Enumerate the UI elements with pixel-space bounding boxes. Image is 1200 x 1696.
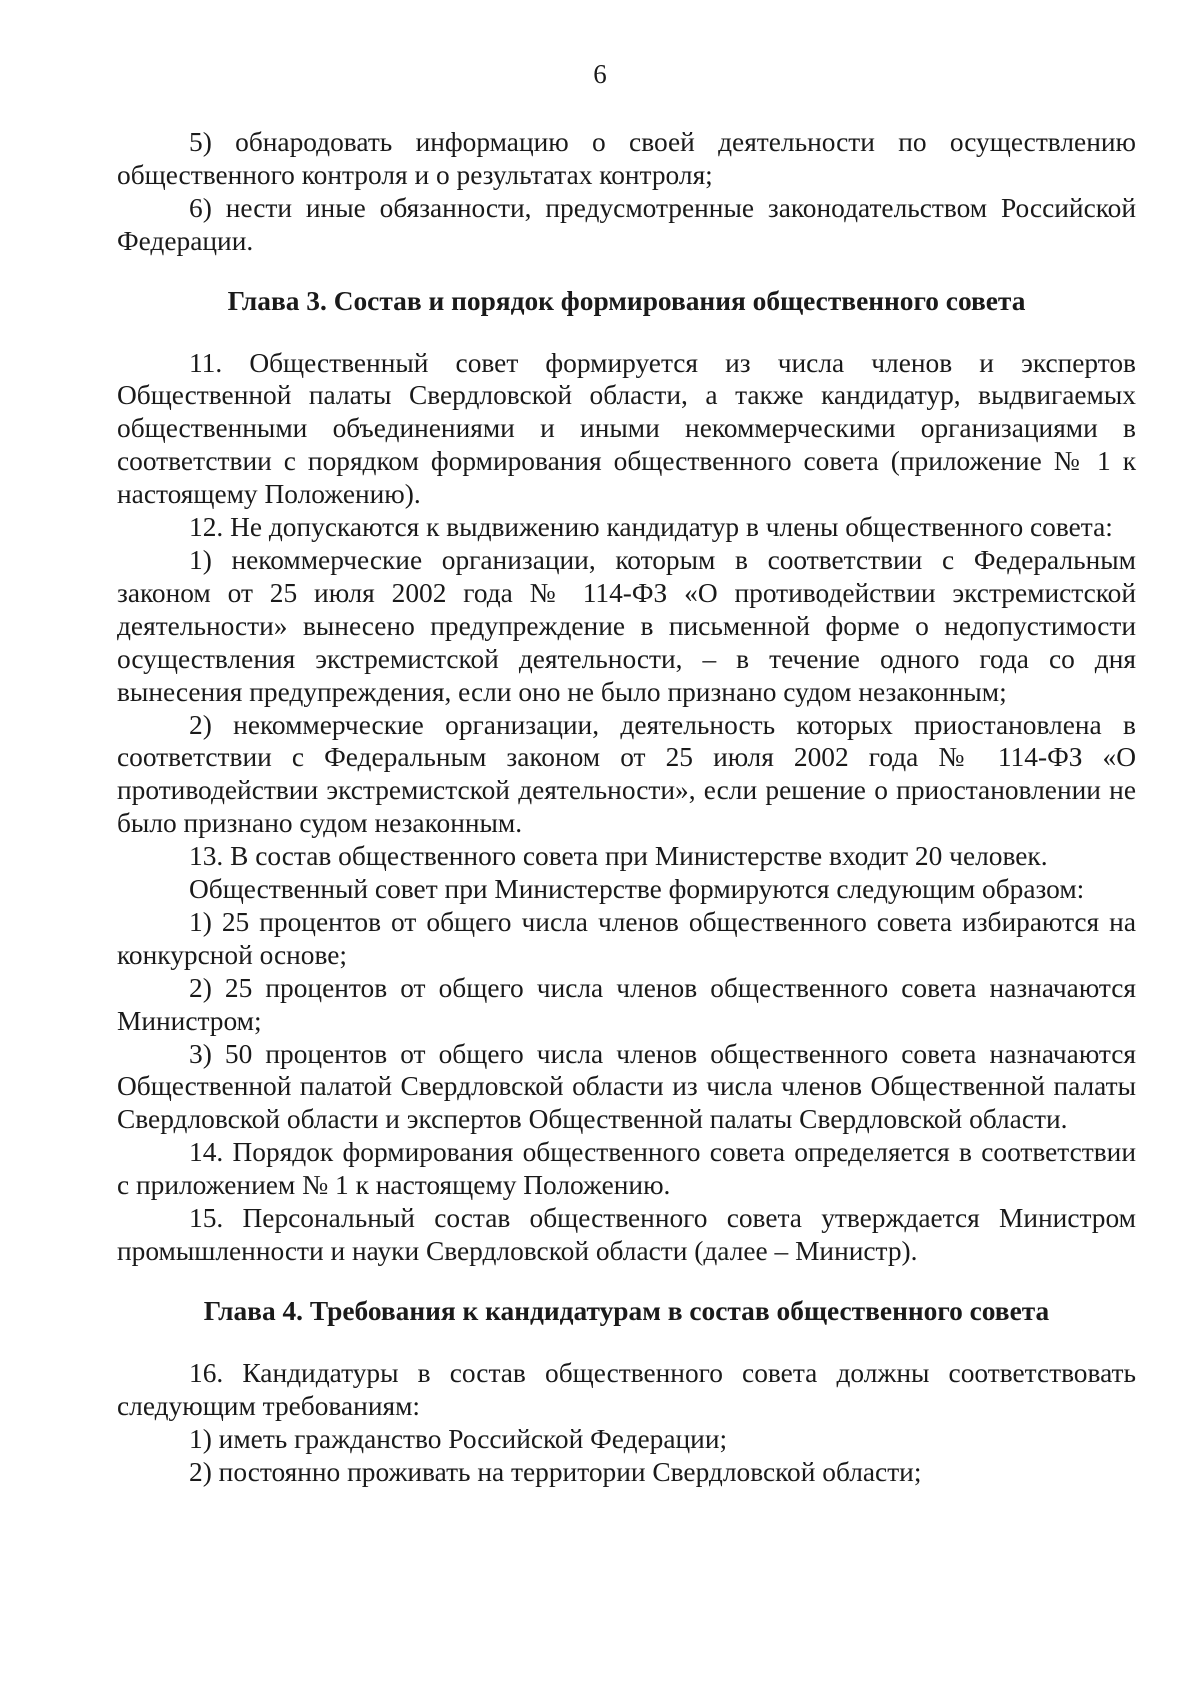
paragraph-12-item-1: 1) некоммерческие организации, которым в соответствии с Федеральным законом от 25 июля 2002 года № 114-ФЗ «О противодействии экстремистской деятельности» вынесено предупреждение в письменной форме о недопустимости осуществления экстремистской деятельности, – в течение одного года со дня вынесения предупреждения, если оно не было признано судом незаконным; bbox=[117, 544, 1136, 707]
paragraph-13-item-1: 1) 25 процентов от общего числа членов общественного совета избираются на конкурсной основе; bbox=[117, 906, 1136, 970]
paragraph-14: 14. Порядок формирования общественного совета определяется в соответствии с приложением № 1 к настоящему Положению. bbox=[117, 1137, 1136, 1201]
paragraph-16: 16. Кандидатуры в состав общественного совета должны соответствовать следующим требованиям: bbox=[117, 1357, 1136, 1421]
spacer bbox=[117, 1328, 1136, 1357]
paragraph-duty-6: 6) нести иные обязанности, предусмотренные законодательством Российской Федерации. bbox=[117, 192, 1136, 256]
paragraph-16-item-1: 1) иметь гражданство Российской Федерации; bbox=[189, 1423, 728, 1454]
spacer bbox=[117, 258, 1136, 285]
page-number: 6 bbox=[593, 59, 607, 89]
paragraph-13-intro: Общественный совет при Министерстве формируются следующим образом: bbox=[189, 874, 1085, 905]
paragraph-13-item-2: 2) 25 процентов от общего числа членов общественного совета назначаются Министром; bbox=[117, 972, 1136, 1036]
paragraph-12-item-2: 2) некоммерческие организации, деятельность которых приостановлена в соответствии с Федеральным законом от 25 июля 2002 года № 114-ФЗ «О противодействии экстремистской деятельности», если решение о приостановлении не было признано судом незаконным. bbox=[117, 709, 1136, 839]
paragraph-13: 13. В состав общественного совета при Министерстве входит 20 человек. bbox=[189, 841, 1048, 872]
chapter-3-heading: Глава 3. Состав и порядок формирования общественного совета bbox=[227, 285, 1026, 316]
paragraph-11: 11. Общественный совет формируется из числа членов и экспертов Общественной палаты Свердловской области, а также кандидатур, выдвигаемых общественными объединениями и иными некоммерческими организациями в соответствии с порядком формирования общественного совета (приложение № 1 к настоящему Положению). bbox=[117, 347, 1136, 510]
document-body bbox=[117, 126, 1136, 1488]
spacer bbox=[117, 318, 1136, 347]
paragraph-16-item-2: 2) постоянно проживать на территории Свердловской области; bbox=[189, 1456, 922, 1487]
spacer bbox=[117, 1268, 1136, 1295]
paragraph-15: 15. Персональный состав общественного совета утверждается Министром промышленности и науки Свердловской области (далее – Министр). bbox=[117, 1203, 1136, 1266]
paragraph-12: 12. Не допускаются к выдвижению кандидатур в члены общественного совета: bbox=[189, 512, 1113, 543]
chapter-4-heading: Глава 4. Требования к кандидатурам в состав общественного совета bbox=[203, 1295, 1050, 1326]
paragraph-duty-5: 5) обнародовать информацию о своей деятельности по осуществлению общественного контроля и о результатах контроля; bbox=[117, 127, 1136, 190]
paragraph-13-item-3: 3) 50 процентов от общего числа членов общественного совета назначаются Общественной палатой Свердловской области из числа членов Общественной палаты Свердловской области и экспертов Общественной палаты Свердловской области. bbox=[117, 1038, 1136, 1135]
